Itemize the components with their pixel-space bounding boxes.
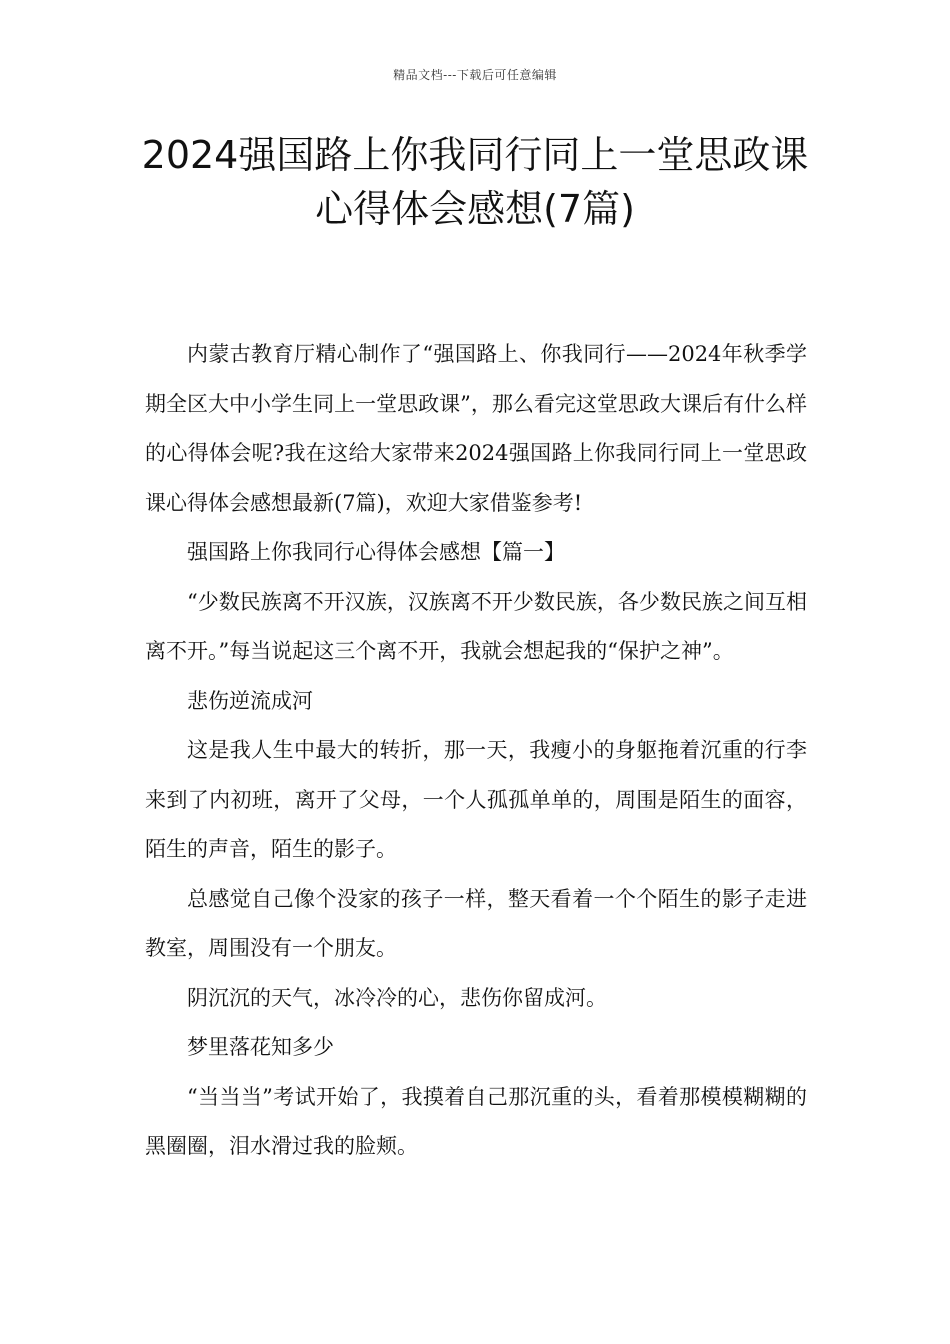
paragraph: 阴沉沉的天气，冰冷冷的心，悲伤你留成河。 xyxy=(187,985,607,1010)
paragraph: “当当当”考试开始了，我摸着自己那沉重的头，看着那模模糊糊的黑圈圈，泪水滑过我的脸颊。 xyxy=(145,1084,807,1158)
subheading: 梦里落花知多少 xyxy=(187,1035,334,1059)
document-title xyxy=(0,128,950,236)
title-line-1: 2024强国路上你我同行同上一堂思政课 xyxy=(141,133,809,177)
paragraph: 这是我人生中最大的转折，那一天，我瘦小的身躯拖着沉重的行李来到了内初班，离开了父母，一个人孤孤单单的，周围是陌生的面容，陌生的声音，陌生的影子。 xyxy=(145,738,807,861)
paragraph: 总感觉自己像个没家的孩子一样，整天看着一个个陌生的影子走进教室，周围没有一个朋友。 xyxy=(145,886,807,960)
page-header: 精品文档---下载后可任意编辑 xyxy=(393,68,557,82)
paragraph: “少数民族离不开汉族，汉族离不开少数民族，各少数民族之间互相离不开。”每当说起这三个离不开，我就会想起我的“保护之神”。 xyxy=(145,589,807,663)
subheading: 悲伤逆流成河 xyxy=(187,688,313,713)
document-body xyxy=(145,330,807,1172)
section-heading: 强国路上你我同行心得体会感想【篇一】 xyxy=(187,540,565,564)
intro-paragraph: 内蒙古教育厅精心制作了“强国路上、你我同行——2024年秋季学期全区大中小学生同上一堂思政课”，那么看完这堂思政大课后有什么样的心得体会呢?我在这给大家带来2024强国路上你我同行同上一堂思政课心得体会感想最新(7篇)，欢迎大家借鉴参考! xyxy=(145,342,807,515)
title-line-2: 心得体会感想(7篇) xyxy=(315,187,635,231)
